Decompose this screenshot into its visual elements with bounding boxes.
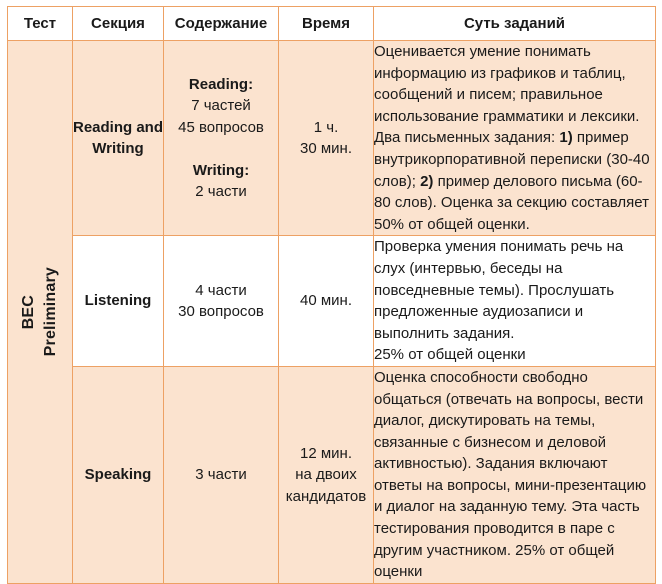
content-line: 3 части <box>195 466 247 484</box>
table-row-listening <box>8 236 656 367</box>
test-name-line2: Preliminary <box>42 267 59 357</box>
column-header-test: Тест <box>8 7 73 41</box>
time-line: 1 ч. <box>313 118 339 136</box>
column-header-essence: Суть заданий <box>374 7 656 41</box>
essence-segment-bold: 2) <box>420 172 434 190</box>
section-cell <box>73 41 164 236</box>
time-line: 30 мин. <box>300 140 352 158</box>
time-line: 40 мин. <box>300 292 352 310</box>
content-line: 7 частей <box>191 97 251 115</box>
content-line: 45 вопросов <box>178 118 264 136</box>
time-cell <box>279 366 374 583</box>
column-header-content: Содержание <box>164 7 279 41</box>
section-cell <box>73 366 164 583</box>
essence-cell <box>374 41 656 236</box>
time-line: кандидатов <box>285 487 367 505</box>
content-line: Reading: <box>188 75 254 93</box>
content-cell <box>164 236 279 367</box>
test-name-vertical-label <box>18 267 62 356</box>
table-row-speaking <box>8 366 656 583</box>
column-header-section: Секция <box>73 7 164 41</box>
section-cell <box>73 236 164 367</box>
essence-cell <box>374 236 656 367</box>
essence-segment: пример внутрикорпоративной переписки (30-40 слов); <box>374 129 650 190</box>
content-line: 30 вопросов <box>178 303 264 321</box>
content-line: Writing: <box>192 161 250 179</box>
time-line: 12 мин. <box>300 444 352 462</box>
essence-segment: Оценивается умение понимать информацию из графиков и таблиц, сообщений и писем; правильное использование грамматики и лексики. Два письменных задания: <box>374 43 640 147</box>
exam-table <box>7 6 656 584</box>
essence-text: Проверка умения понимать речь на слух (интервью, беседы на повседневные темы). Прослушать предложенные аудиозаписи и выполнить задания. <box>374 238 624 342</box>
section-label: Speaking <box>84 466 152 484</box>
time-cell <box>279 41 374 236</box>
table-row-reading-writing <box>8 41 656 236</box>
column-header-time: Время <box>279 7 374 41</box>
test-name-line1: BEC <box>20 294 37 330</box>
time-line: на двоих <box>295 466 357 484</box>
test-name-cell <box>8 41 73 584</box>
essence-text: 25% от общей оценки <box>374 346 526 364</box>
section-label: Reading and Writing <box>73 118 164 158</box>
content-cell <box>164 41 279 236</box>
header-row <box>8 7 656 41</box>
time-cell <box>279 236 374 367</box>
essence-cell <box>374 366 656 583</box>
content-line: 2 части <box>195 183 247 201</box>
content-line: 4 части <box>195 281 247 299</box>
essence-text <box>374 41 655 235</box>
section-label: Listening <box>84 292 152 310</box>
content-cell <box>164 366 279 583</box>
essence-text: Оценка способности свободно общаться (отвечать на вопросы, вести диалог, дискутировать на темы, связанные с бизнесом и деловой активностью). Задания включают ответы на вопросы, мини-презентацию и диалог на заданную тему. Эта часть тестирования проводится в паре с другим участником. 25% от общей оценки <box>374 368 647 581</box>
essence-segment-bold: 1) <box>559 129 573 147</box>
essence-segment: пример делового письма (60-80 слов). Оценка за секцию составляет 50% от общей оценки. <box>374 172 649 233</box>
